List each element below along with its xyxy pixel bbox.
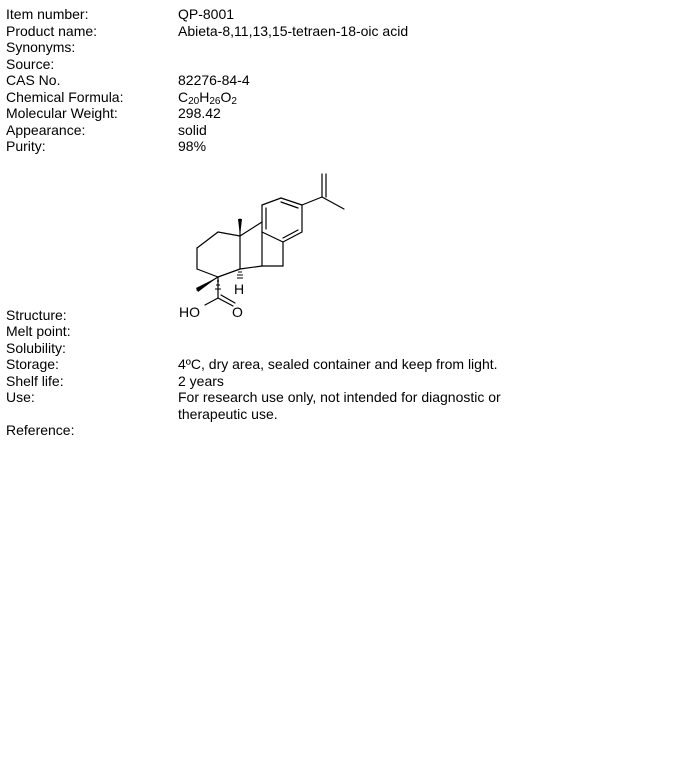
item-number-label: Item number: [6, 6, 89, 22]
chemical-formula-row [0, 89, 692, 106]
solubility-label: Solubility: [6, 340, 66, 356]
solubility-row [0, 340, 692, 357]
bond [283, 230, 298, 238]
use-row [0, 389, 692, 423]
molecular-weight-value: 298.42 [178, 105, 221, 121]
bond [262, 198, 281, 205]
bond [197, 269, 218, 277]
synonyms-row [0, 39, 692, 56]
product-name-value: Abieta-8,11,13,15-tetraen-18-oic acid [178, 23, 409, 39]
shelf-life-label: Shelf life: [6, 373, 64, 389]
bond [281, 198, 302, 205]
bond [240, 222, 262, 236]
storage-label: Storage: [6, 356, 59, 372]
synonyms-label: Synonyms: [6, 39, 76, 55]
storage-value: 4ºC, dry area, sealed container and keep from light. [178, 356, 498, 372]
structure-label: Structure: [6, 307, 67, 323]
purity-value: 98% [178, 138, 207, 154]
chemical-formula-label: Chemical Formula: [6, 89, 124, 105]
product-name-label: Product name: [6, 23, 98, 39]
atom-label-o: O [232, 304, 243, 320]
use-value: For research use only, not intended for diagnostic or therapeutic use. [178, 389, 501, 422]
source-label: Source: [6, 56, 55, 72]
chemical-structure-diagram [170, 165, 360, 325]
bond [322, 197, 344, 209]
melt-point-row [0, 323, 692, 340]
atom-label-ho: HO [179, 304, 200, 320]
wedge-bond [196, 277, 218, 292]
formula-count-h: 26 [209, 96, 221, 107]
source-row [0, 56, 692, 73]
wedge-bond [238, 219, 242, 236]
product-name-row [0, 23, 692, 40]
molecular-weight-row [0, 105, 692, 122]
cas-no-value: 82276-84-4 [178, 72, 250, 88]
shelf-life-value: 2 years [178, 373, 224, 389]
melt-point-label: Melt point: [6, 323, 71, 339]
cas-no-row [0, 72, 692, 89]
bond [240, 266, 262, 269]
item-number-row [0, 6, 692, 23]
formula-count-o: 2 [231, 96, 237, 107]
formula-count-c: 20 [188, 96, 200, 107]
formula-element-o: O [220, 89, 232, 105]
structure-row [0, 307, 692, 324]
reference-label: Reference: [6, 422, 75, 438]
purity-label: Purity: [6, 138, 46, 154]
formula-element-c: C [178, 89, 189, 105]
appearance-row [0, 122, 692, 139]
shelf-life-row [0, 373, 692, 390]
appearance-value: solid [178, 122, 207, 138]
use-label: Use: [6, 389, 35, 405]
formula-element-h: H [199, 89, 210, 105]
bond [262, 232, 283, 242]
bond [218, 298, 233, 306]
reference-row [0, 422, 692, 439]
bond [218, 232, 240, 236]
bond [221, 295, 235, 303]
bond [205, 298, 218, 305]
bond [197, 232, 218, 248]
chemical-formula-value [178, 89, 237, 106]
atom-label-h: H [234, 281, 245, 297]
cas-no-label: CAS No. [6, 72, 61, 88]
purity-row [0, 138, 692, 155]
storage-row [0, 356, 692, 373]
bond [302, 197, 322, 205]
bond [218, 269, 240, 277]
item-number-value: QP-8001 [178, 6, 235, 22]
appearance-label: Appearance: [6, 122, 86, 138]
molecular-weight-label: Molecular Weight: [6, 105, 118, 121]
